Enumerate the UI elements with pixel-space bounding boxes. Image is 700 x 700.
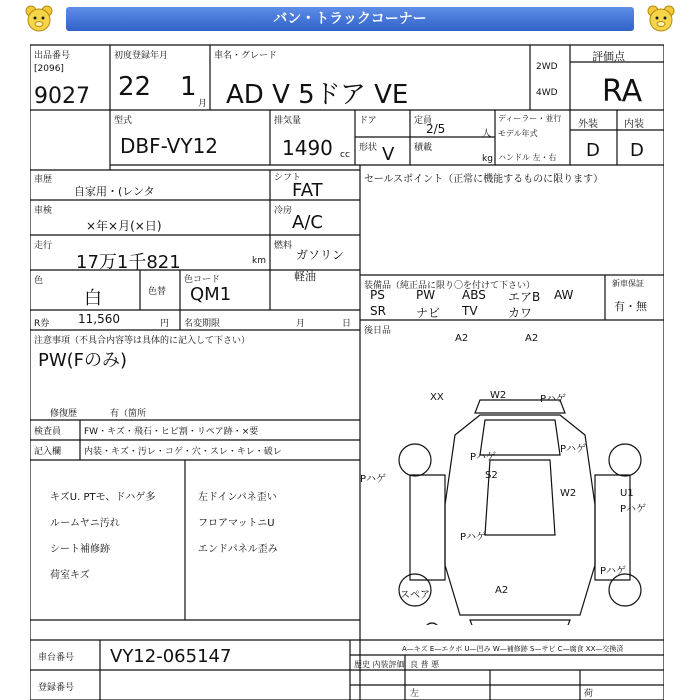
month-label: 月 — [296, 319, 306, 329]
damage-mark: Pハゲ — [560, 444, 587, 455]
legend-line-3: 良 普 悪 — [410, 660, 440, 669]
color-value: 白 — [84, 288, 102, 309]
legend-line-2: 歴史 内装評価 — [354, 660, 405, 669]
equipment-item: ABS — [462, 288, 486, 302]
front-right-wheel — [609, 444, 641, 476]
ac-value: A/C — [292, 212, 323, 233]
damage-mark: XX — [430, 392, 444, 403]
equipment-item: PS — [370, 288, 385, 302]
selling-points-label: セールスポイント（正常に機能するものに限ります） — [364, 174, 604, 185]
damage-mark: W2 — [490, 390, 507, 401]
yen-unit: 円 — [160, 319, 170, 329]
lot-label: 出品番号 — [34, 51, 71, 61]
damage-mark: U1 — [620, 488, 634, 499]
grade-value: RA — [602, 74, 643, 109]
auction-sheet — [30, 40, 664, 700]
damage-mark: A2 — [495, 585, 509, 596]
damage-mark: Pハゲ — [360, 474, 387, 485]
damage-mark: スペア — [400, 590, 430, 601]
capacity-unit: 人 — [482, 129, 492, 139]
inspector-line: フロアマットニU — [198, 518, 275, 529]
inspector-label: 検査員 — [34, 427, 62, 437]
first-reg-month: 1 — [180, 72, 197, 102]
inspector-line: シート補修跡 — [50, 544, 110, 555]
footer-extra-1: 左 — [410, 689, 420, 699]
model-label: 型式 — [114, 116, 133, 126]
grade-label: 評価点 — [592, 50, 625, 63]
displacement-label: 排気量 — [274, 116, 302, 126]
mileage-label: 走行 — [34, 241, 53, 251]
equipment-item: TV — [462, 304, 478, 318]
damage-mark: Pハゲ — [470, 452, 497, 463]
first-reg-label: 初度登録年月 — [114, 51, 169, 61]
equipment-item: SR — [370, 304, 386, 318]
mileage-value: 17万1千821 — [76, 252, 181, 273]
load-unit: kg — [482, 154, 493, 164]
load-label: 積載 — [414, 143, 433, 153]
damage-mark: Pハゲ — [540, 394, 567, 405]
drive-4wd: 4WD — [536, 88, 558, 98]
record-label: 記入欄 — [34, 447, 62, 457]
inspector-line: エンドパネル歪み — [198, 544, 278, 555]
first-reg-year: 22 — [118, 72, 152, 102]
warranty-value: 有・無 — [614, 300, 647, 313]
damage-mark: S2 — [485, 470, 498, 481]
fuel-label: 燃料 — [274, 241, 293, 251]
capacity-label: 定員 — [414, 116, 433, 126]
inspection-label: 車検 — [34, 206, 53, 216]
damage-mark: Pハゲ — [620, 504, 647, 515]
inspection-value: ×年×月(×日) — [86, 219, 162, 233]
recycle-value: 11,560 — [78, 312, 120, 326]
ac-label: 冷房 — [274, 206, 293, 216]
color-swap-label: 色替 — [148, 287, 167, 297]
chassis-label: 車台番号 — [38, 653, 75, 663]
dealer-label: ディーラー・並行 — [498, 114, 562, 123]
door-label: ドア — [359, 116, 377, 126]
lot-sub: [2096] — [34, 64, 64, 74]
shape-value: V — [382, 144, 395, 165]
bear-logo-icon — [646, 4, 676, 34]
displacement-value: 1490 — [282, 136, 333, 160]
color-code-value: QM1 — [190, 284, 232, 305]
rear-items-label: 後日品 — [364, 326, 392, 336]
equipment-item: ナビ — [416, 306, 441, 320]
shape-label: 形状 — [359, 143, 378, 153]
interior-grade: D — [630, 140, 644, 161]
capacity-value: 2/5 — [426, 122, 446, 136]
fuel-gas: ガソリン — [296, 248, 345, 262]
reg-label: 登録番号 — [38, 683, 75, 693]
name-change-label: 名変期限 — [184, 319, 221, 329]
left-side-outline — [410, 475, 445, 580]
use-label: 車歴 — [34, 175, 53, 185]
model-value: DBF-VY12 — [120, 134, 219, 158]
bear-logo-icon — [24, 4, 54, 34]
notes-value: PW(Fのみ) — [38, 350, 128, 371]
inspector-row-1: FW・キズ・飛石・ヒビ割・リペア跡・×要 — [84, 427, 259, 437]
damage-mark: A2 — [525, 333, 539, 344]
equipment-item: PW — [416, 288, 436, 302]
inspector-line: キズU. PTモ、ドハゲ多 — [50, 492, 156, 503]
footer-extra-2: 荷 — [584, 689, 594, 699]
handle-label: ハンドル 左・右 — [498, 153, 557, 162]
lot-number: 9027 — [34, 84, 90, 109]
interior-label: 内装 — [624, 119, 644, 130]
banner-title: バン・トラックコーナー — [66, 7, 634, 31]
car-name-label: 車名・グレード — [214, 51, 278, 61]
notes-label: 注意事項（不具合内容等は具体的に記入して下さい） — [34, 336, 251, 346]
damage-mark: A2 — [455, 333, 469, 344]
inspector-line: 左ドインパネ歪い — [198, 492, 277, 503]
inspector-line: 荷室キズ — [50, 570, 90, 581]
rear-right-wheel — [609, 574, 641, 606]
exterior-label: 外装 — [578, 119, 598, 130]
damage-mark: Pハゲ — [460, 532, 487, 543]
equipment-item: エアB — [508, 290, 541, 304]
shift-label: シフト — [274, 173, 302, 183]
car-name: AD V 5ドア VE — [226, 80, 409, 110]
fuel-diesel: 軽油 — [294, 270, 316, 283]
drive-2wd: 2WD — [536, 62, 558, 72]
chassis-value: VY12-065147 — [110, 646, 232, 667]
new-car-label: 新車保証 — [612, 279, 644, 288]
rear-bumper-outline — [470, 620, 570, 625]
mileage-unit: km — [252, 256, 266, 266]
shift-value: FAT — [292, 180, 323, 201]
recycle-label: R券 — [34, 319, 50, 329]
inspector-row-2: 内装・キズ・汚レ・コゲ・穴・スレ・キレ・破レ — [84, 447, 282, 457]
damage-mark: W2 — [560, 488, 577, 499]
front-left-wheel — [399, 444, 431, 476]
day-label: 日 — [342, 319, 352, 329]
banner — [18, 4, 682, 34]
equipment-label: 装備品（純正品に限り〇を付けて下さい） — [364, 281, 536, 291]
month-suffix: 月 — [198, 99, 208, 109]
exterior-grade: D — [586, 140, 600, 161]
damage-mark: Pハゲ — [600, 566, 627, 577]
repair-label: 修復歴 — [50, 409, 78, 419]
inspector-line: ルームヤニ汚れ — [50, 518, 120, 529]
cc-unit: cc — [340, 150, 350, 160]
legend-line-1: A—キズ E—エクボ U—凹み W—補修跡 S—サビ C—腐食 XX—交換済 — [402, 645, 624, 653]
use-value: 自家用・(レンタ — [74, 185, 155, 198]
repair-value: 有（箇所 — [110, 409, 147, 419]
equipment-item: AW — [554, 288, 574, 302]
spare-tire — [425, 623, 439, 625]
equipment-item: カワ — [508, 306, 533, 320]
color-label: 色 — [34, 276, 44, 286]
color-code-label: 色コード — [184, 275, 221, 285]
model-year-label: モデル年式 — [498, 129, 538, 138]
